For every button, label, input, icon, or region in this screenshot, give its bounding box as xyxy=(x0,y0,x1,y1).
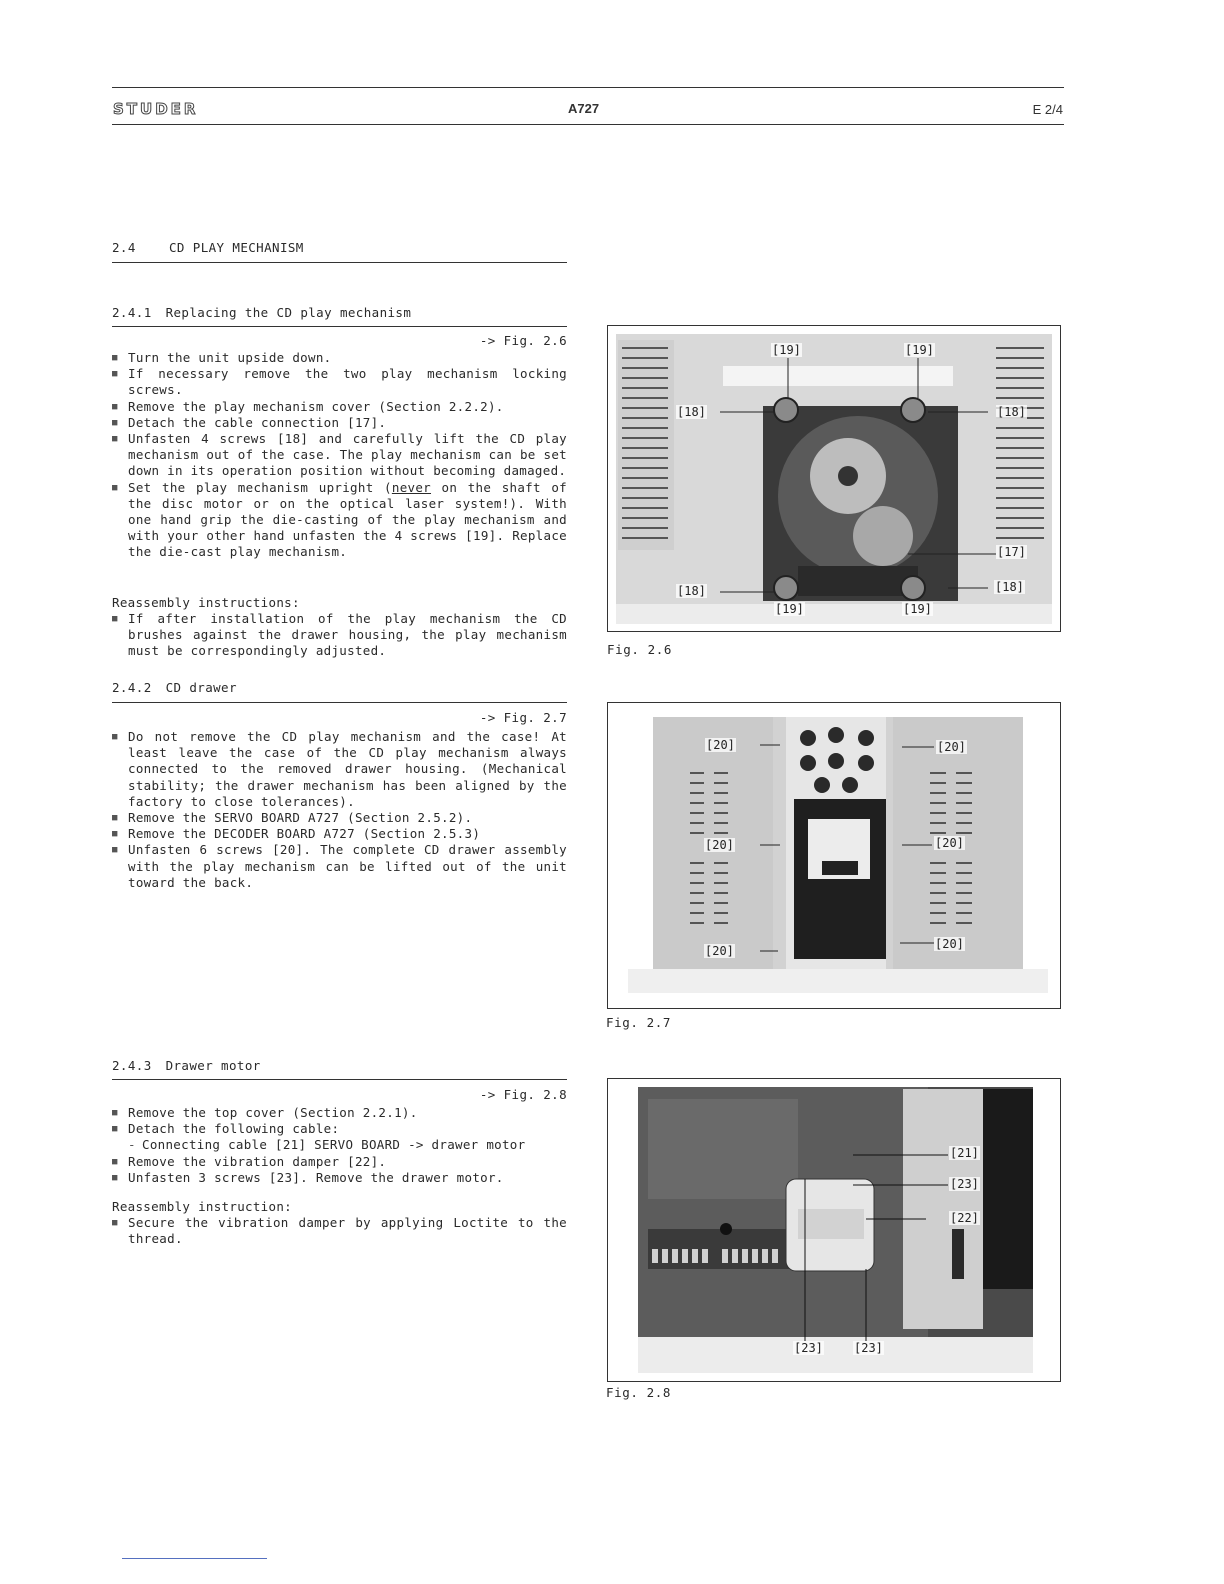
footer-rule xyxy=(122,1558,267,1559)
sub3-reassembly-title: Reassembly instruction: xyxy=(112,1199,292,1214)
fig26-label-18-upper-right: [18] xyxy=(997,405,1026,419)
sub1-rule xyxy=(112,326,567,327)
page-number: E 2/4 xyxy=(1032,102,1063,117)
sub2-number: 2.4.2 xyxy=(112,680,152,695)
sub3-fig-ref: -> Fig. 2.8 xyxy=(479,1087,567,1102)
sub1-step-6-never: never xyxy=(391,479,432,495)
sub1-reassembly-1: ■ If after installation of the play mechanism the CD brushes against the drawer housing, the play mechanism must be correspondingly adjusted. xyxy=(112,611,567,660)
section-number: 2.4 xyxy=(112,240,136,255)
figure-2-7 xyxy=(607,702,1061,1009)
sub1-reassembly-title: Reassembly instructions: xyxy=(112,595,300,610)
sub2-title: CD drawer xyxy=(165,680,237,695)
model-number: A727 xyxy=(568,101,600,116)
sub3-heading xyxy=(112,1058,261,1073)
fig26-label-17: [17] xyxy=(997,545,1026,559)
sub3-step-4: ■ Unfasten 3 screws [23]. Remove the drawer motor. xyxy=(112,1170,567,1186)
fig-2-6-caption: Fig. 2.6 xyxy=(607,642,673,657)
sub1-step-3: ■ Remove the play mechanism cover (Section 2.2.2). xyxy=(112,399,567,415)
sub1-step-1: ■ Turn the unit upside down. xyxy=(112,350,567,366)
fig-2-8-caption: Fig. 2.8 xyxy=(606,1385,672,1400)
sub3-reassembly xyxy=(112,1215,567,1247)
sub3-step-2-sub: - Connecting cable [21] SERVO BOARD -> drawer motor xyxy=(112,1137,567,1153)
sub1-step-6 xyxy=(112,480,567,561)
section-title: CD PLAY MECHANISM xyxy=(169,240,304,255)
sub1-step-4: ■ Detach the cable connection [17]. xyxy=(112,415,567,431)
fig-2-7-photo xyxy=(608,703,1060,1008)
fig26-label-19-top-left: [19] xyxy=(772,343,801,357)
fig27-label-20-c: [20] xyxy=(705,838,734,852)
fig27-label-20-d: [20] xyxy=(935,836,964,850)
sub2-steps xyxy=(112,729,567,891)
sub3-step-2: ■ Detach the following cable: xyxy=(112,1121,567,1137)
section-rule xyxy=(112,262,567,263)
fig28-label-22: [22] xyxy=(950,1211,979,1225)
sub2-heading xyxy=(112,680,237,695)
section-heading xyxy=(112,240,304,255)
sub1-step-6b: on the shaft of the disc motor or on the optical laser system!). With one hand grip the die-casting of the play mechanism and with your other hand unfasten the 4 screws [19]. Replace the die-cast play mechanism. xyxy=(128,479,567,560)
sub3-steps xyxy=(112,1105,567,1186)
sub2-fig-ref: -> Fig. 2.7 xyxy=(479,710,567,725)
sub2-step-3: ■ Remove the DECODER BOARD A727 (Section 2.5.3) xyxy=(112,826,567,842)
sub3-step-1: ■ Remove the top cover (Section 2.2.1). xyxy=(112,1105,567,1121)
fig26-label-19-bottom-left: [19] xyxy=(775,602,804,616)
sub1-step-5: ■ Unfasten 4 screws [18] and carefully lift the CD play mechanism out of the case. The play mechanism can be set down in its operation position without becoming damaged. xyxy=(112,431,567,480)
sub2-step-4: ■ Unfasten 6 screws [20]. The complete CD drawer assembly with the play mechanism can be lifted out of the unit toward the back. xyxy=(112,842,567,891)
sub1-number: 2.4.1 xyxy=(112,305,152,320)
fig27-label-20-a: [20] xyxy=(706,738,735,752)
figure-2-8 xyxy=(607,1078,1061,1382)
sub1-reassembly xyxy=(112,611,567,660)
sub2-rule xyxy=(112,702,567,703)
fig28-label-23-bottom-left: [23] xyxy=(794,1341,823,1355)
figure-2-6 xyxy=(607,325,1061,632)
fig28-label-21: [21] xyxy=(950,1146,979,1160)
studer-logo: STUDER xyxy=(113,100,199,118)
fig26-label-19-bottom-right: [19] xyxy=(903,602,932,616)
fig26-label-18-lower-left: [18] xyxy=(677,584,706,598)
sub1-heading xyxy=(112,305,411,320)
sub3-reassembly-1: ■ Secure the vibration damper by applying Loctite to the thread. xyxy=(112,1215,567,1247)
fig-2-8-photo xyxy=(608,1079,1060,1381)
fig27-label-20-b: [20] xyxy=(937,740,966,754)
header-bottom-rule xyxy=(112,124,1064,125)
fig-2-7-caption: Fig. 2.7 xyxy=(606,1015,672,1030)
header-top-rule xyxy=(112,87,1064,88)
fig28-label-23-bottom-right: [23] xyxy=(854,1341,883,1355)
sub2-step-1: ■ Do not remove the CD play mechanism and the case! At least leave the case of the CD play mechanism always connected to the removed drawer housing. (Mechanical stability; the drawer mechanism has been aligned by the factory to close tolerances). xyxy=(112,729,567,810)
sub1-steps xyxy=(112,350,567,561)
sub2-step-2: ■ Remove the SERVO BOARD A727 (Section 2.5.2). xyxy=(112,810,567,826)
sub1-step-2: ■ If necessary remove the two play mechanism locking screws. xyxy=(112,366,567,398)
fig26-label-18-lower-right: [18] xyxy=(995,580,1024,594)
fig27-label-20-e: [20] xyxy=(935,937,964,951)
fig27-label-20-f: [20] xyxy=(705,944,734,958)
sub3-title: Drawer motor xyxy=(165,1058,261,1073)
sub1-title: Replacing the CD play mechanism xyxy=(165,305,412,320)
sub3-rule xyxy=(112,1079,567,1080)
fig26-label-18-upper-left: [18] xyxy=(677,405,706,419)
fig26-label-19-top-right: [19] xyxy=(905,343,934,357)
fig28-label-23-right: [23] xyxy=(950,1177,979,1191)
sub3-step-3: ■ Remove the vibration damper [22]. xyxy=(112,1154,567,1170)
sub1-step-6a: Set the play mechanism upright ( xyxy=(128,479,392,495)
sub3-number: 2.4.3 xyxy=(112,1058,152,1073)
sub1-fig-ref: -> Fig. 2.6 xyxy=(479,333,567,348)
